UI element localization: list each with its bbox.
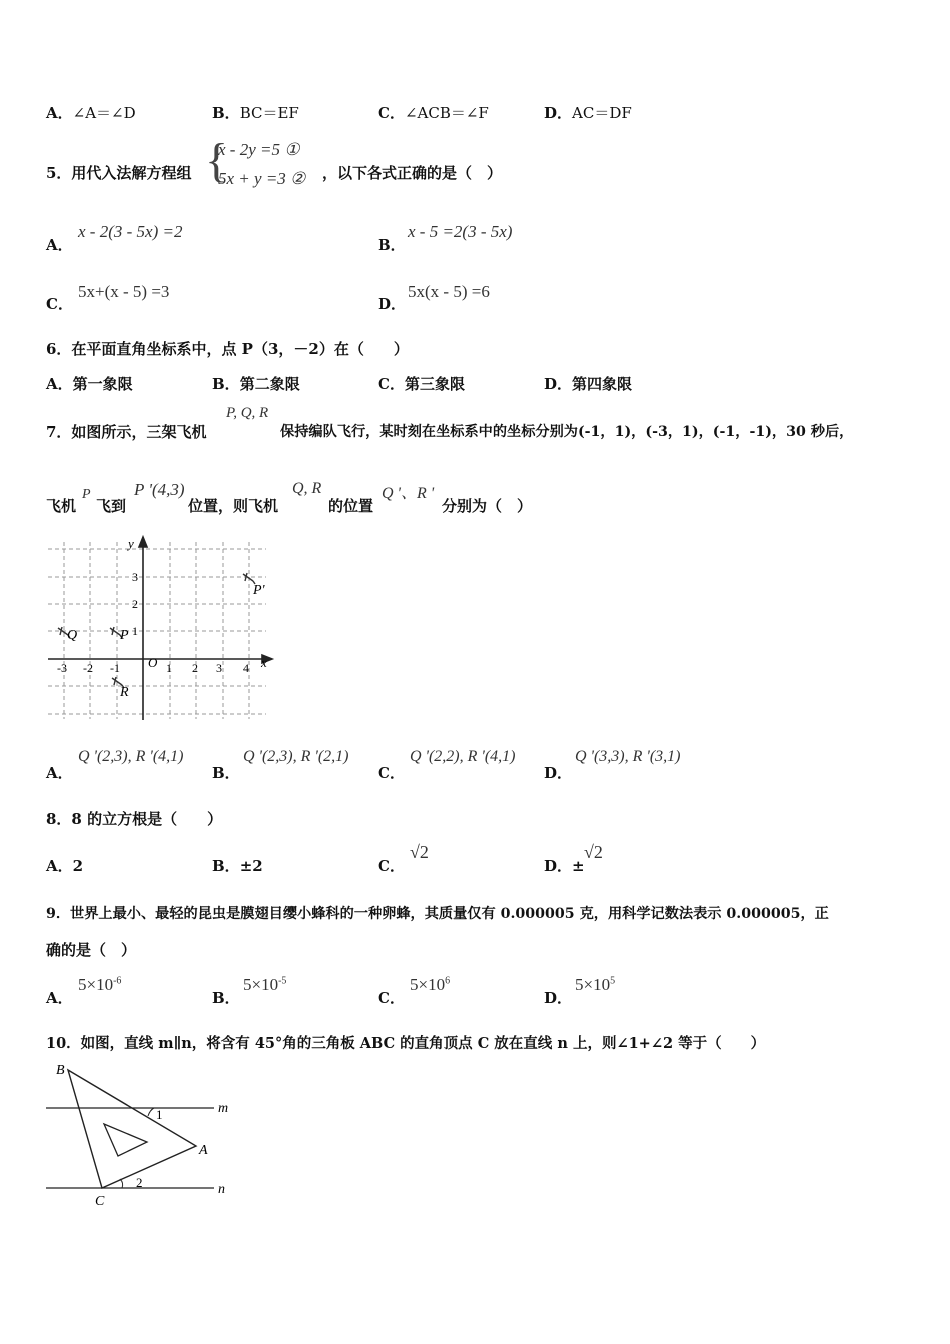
q7-line2-c: 位置，则飞机: [188, 497, 279, 515]
q7-p: P: [82, 487, 91, 502]
angle-label-1: 1: [156, 1107, 163, 1122]
y-axis-label: y: [128, 536, 134, 551]
base: 5×10: [243, 975, 279, 994]
x-tick-label: 3: [216, 661, 222, 675]
q5-equation-2: 5x + y =3 ②: [218, 169, 306, 188]
y-tick-label: 1: [132, 624, 138, 638]
q7-qr: Q, R: [292, 480, 322, 497]
q7-line2-e: 分别为（ ）: [442, 497, 533, 515]
q9-option-a-value: [78, 975, 121, 995]
q4-option-d: [544, 102, 632, 123]
vertex-label-b: B: [56, 1063, 65, 1078]
q5-option-b-text: x - 5 =2(3 - 5x): [408, 222, 513, 241]
q6-option-b: [212, 373, 300, 394]
q7-option-d-text: Q '(3,3), R '(3,1): [575, 748, 681, 765]
angle-1-arc: [148, 1108, 154, 1116]
x-tick-label: -1: [110, 661, 120, 675]
option-text: 第二象限: [239, 375, 300, 393]
q10-stem: 10．如图，直线 m∥n，将含有 45°角的三角板 ABC 的直角顶点 C 放在直线 n 上，则∠1+∠2 等于（ ）: [46, 1035, 766, 1052]
option-letter: D．: [544, 857, 573, 875]
q7-qr-prime: Q '、R ': [382, 485, 435, 502]
x-tick-label: 4: [243, 661, 249, 675]
option-letter: D．: [544, 375, 573, 393]
q8-stem: 8．8 的立方根是（ ）: [46, 810, 223, 828]
outer-triangle: [68, 1070, 196, 1188]
q5-option-a-letter: A．: [46, 236, 73, 254]
vertex-label-c: C: [95, 1194, 105, 1209]
x-tick-label: -2: [83, 661, 93, 675]
option-letter: B．: [212, 375, 240, 393]
q5-equation-1: x - 2y =5 ①: [218, 140, 300, 159]
q8-option-d-radical: √2: [584, 842, 603, 862]
exponent: -6: [113, 975, 122, 987]
grid-lines: [48, 542, 266, 719]
q9-option-a-letter: A．: [46, 989, 73, 1007]
q7-option-c-text: Q '(2,2), R '(4,1): [410, 748, 516, 765]
q8-option-b: [212, 855, 263, 876]
option-letter: A．: [46, 375, 73, 393]
q8-option-a: [46, 855, 83, 876]
q5-option-b-letter: B．: [378, 236, 406, 254]
q4-option-b: [212, 102, 299, 123]
q7-option-b-text: Q '(2,3), R '(2,1): [243, 748, 349, 765]
q7-stem-b: 保持编队飞行，某时刻在坐标系中的坐标分别为(-1，1)，(-3，1)，(-1，-1)，30 秒后，: [280, 424, 854, 440]
q6-option-d: [544, 373, 632, 394]
exponent: 5: [610, 975, 616, 987]
q7-option-c-letter: C．: [378, 764, 405, 782]
q5-option-c-text: 5x+(x - 5) =3: [78, 282, 170, 301]
x-tick-label: 2: [192, 661, 198, 675]
q6-option-a: [46, 373, 133, 394]
q9-stem-line2: 确的是（ ）: [46, 941, 137, 959]
q9-option-b-letter: B．: [212, 989, 240, 1007]
q7-option-a-letter: A．: [46, 764, 73, 782]
option-text: 第三象限: [404, 375, 465, 393]
q7-coordinate-figure: [46, 534, 278, 724]
plane-label-p: P: [120, 628, 129, 643]
q7-option-d-letter: D．: [544, 764, 573, 782]
option-letter: A．: [46, 857, 73, 875]
q9-option-d-value: [575, 975, 615, 995]
q8-option-c-text: √2: [410, 842, 429, 862]
option-letter: D．: [544, 104, 573, 122]
y-tick-label: 2: [132, 597, 138, 611]
base: 5×10: [575, 975, 611, 994]
q7-stem-a: 7．如图所示，三架飞机: [46, 423, 207, 441]
x-axis-label: x: [261, 655, 267, 670]
q9-option-c-value: [410, 975, 450, 995]
q8-option-d: [544, 855, 585, 876]
q9-stem-line1: 9．世界上最小、最轻的昆虫是膜翅目缨小蜂科的一种卵蜂，其质量仅有 0.000005 克，用科学记数法表示 0.000005，正: [46, 906, 829, 922]
option-text: ±2: [239, 857, 263, 875]
angle-label-2: 2: [136, 1175, 143, 1190]
option-text: 第一象限: [72, 375, 133, 393]
q5-option-d-letter: D．: [378, 295, 407, 313]
option-text: 2: [72, 857, 84, 875]
y-tick-label: 3: [132, 570, 138, 584]
line-label-m: m: [218, 1101, 229, 1116]
exponent: -5: [278, 975, 287, 987]
q5-option-c-letter: C．: [46, 295, 73, 313]
option-text: ∠ACB＝∠F: [404, 104, 489, 122]
option-letter: C．: [378, 375, 405, 393]
q9-option-c-letter: C．: [378, 989, 405, 1007]
option-letter: A．: [46, 104, 73, 122]
origin-label: O: [148, 655, 158, 670]
vertex-label-a: A: [199, 1143, 208, 1158]
plane-label-q: Q: [67, 628, 78, 643]
q9-option-d-letter: D．: [544, 989, 573, 1007]
option-text: 第四象限: [572, 375, 633, 393]
x-tick-label: 1: [166, 661, 172, 675]
q7-option-a-text: Q '(2,3), R '(4,1): [78, 748, 184, 765]
q5-brace: {: [205, 134, 229, 187]
line-label-n: n: [218, 1182, 225, 1197]
plane-label-r: R: [120, 685, 129, 700]
base: 5×10: [410, 975, 446, 994]
option-letter: B．: [212, 857, 240, 875]
option-text: ∠A＝∠D: [72, 104, 136, 122]
q5-stem-prefix: 5．用代入法解方程组: [46, 164, 192, 182]
base: 5×10: [78, 975, 114, 994]
inner-triangle: [104, 1124, 147, 1156]
option-letter: C．: [378, 104, 405, 122]
q7-line2-b: 飞到: [96, 497, 127, 515]
q4-option-a: [46, 102, 136, 123]
option-text: BC＝EF: [239, 104, 299, 122]
q6-stem: 6．在平面直角坐标系中，点 P（3，－2）在（ ）: [46, 340, 409, 358]
option-letter: B．: [212, 104, 240, 122]
axes: [48, 537, 272, 720]
option-text: ±: [572, 857, 585, 875]
q9-option-b-value: [243, 975, 286, 995]
q4-option-c: [378, 102, 489, 123]
q7-line2-a: 飞机: [46, 497, 77, 515]
q5-option-a-text: x - 2(3 - 5x) =2: [78, 222, 183, 241]
q8-option-c-letter: C．: [378, 857, 405, 875]
q10-triangle-figure: [44, 1058, 244, 1210]
q7-p-prime: P '(4,3): [134, 480, 185, 499]
q7-option-b-letter: B．: [212, 764, 240, 782]
q6-option-c: [378, 373, 465, 394]
q7-pqr: P, Q, R: [226, 405, 269, 421]
plane-label-p-prime: P': [253, 583, 265, 598]
q5-option-d-text: 5x(x - 5) =6: [408, 282, 490, 301]
exponent: 6: [445, 975, 451, 987]
option-text: AC＝DF: [572, 104, 632, 122]
q5-stem-suffix: ，以下各式正确的是（ ）: [322, 164, 503, 182]
q7-line2-d: 的位置: [328, 497, 374, 515]
x-tick-label: -3: [57, 661, 67, 675]
